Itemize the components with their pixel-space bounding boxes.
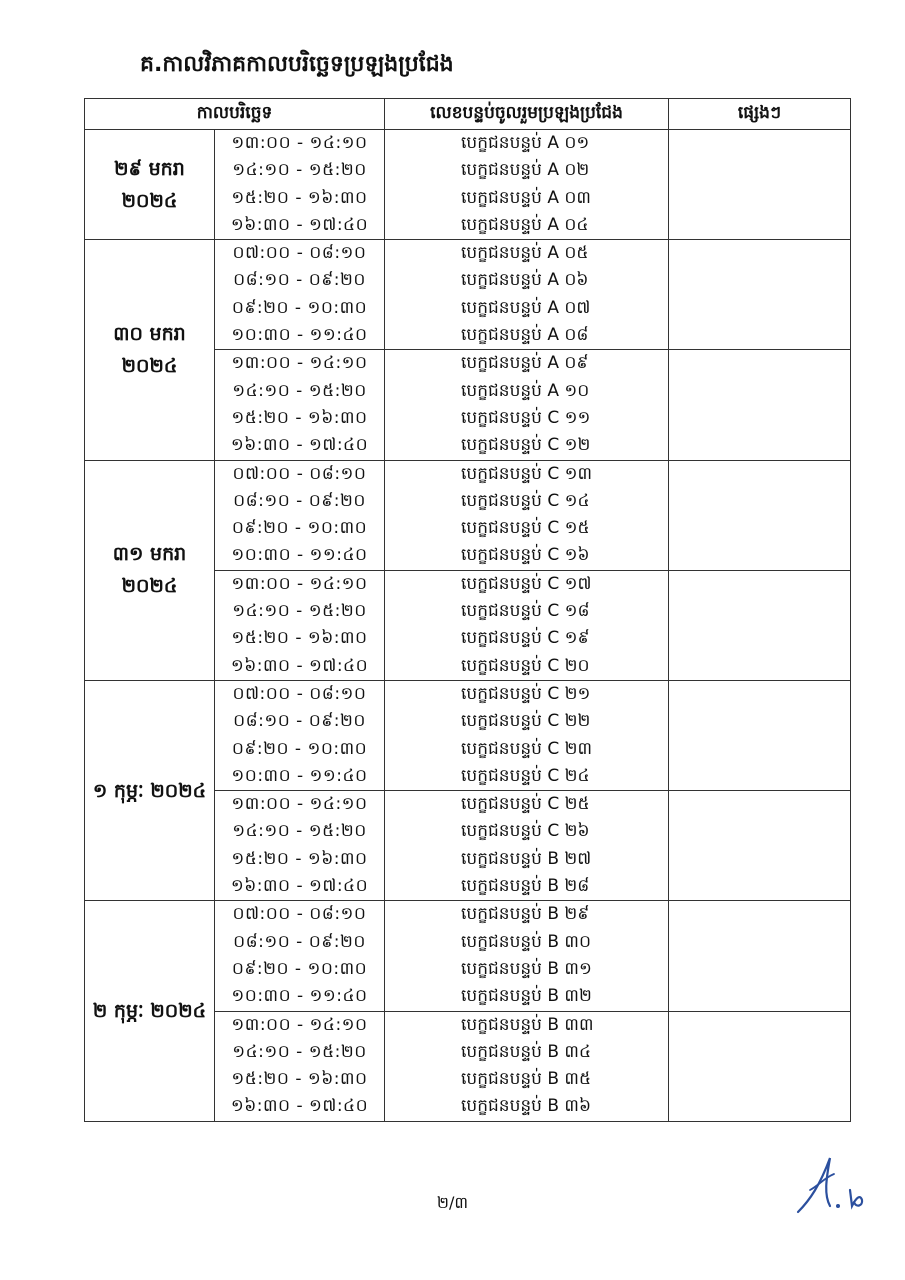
time-slot: ១៥:២០ - ១៦:៣០ [231,407,368,428]
room-label: បេក្ខជនបន្ទប់ C ១៣ [461,463,593,484]
rooms-cell [385,240,669,350]
room-label: បេក្ខជនបន្ទប់ B ៣៤ [461,1041,591,1062]
date-label: ១ កុម្ភៈ ២០២៤ [92,779,207,802]
notes-cell [669,460,851,570]
schedule-row [85,240,851,350]
time-slot: ០៧:០០ - ០៨:១០ [232,463,367,484]
date-year-label: ២០២៤ [121,354,178,377]
room-label: បេក្ខជនបន្ទប់ A ០១ [461,133,590,153]
time-slot: ១០:៣០ - ១១:៤០ [231,986,368,1007]
notes-cell [669,1011,851,1121]
room-label: បេក្ខជនបន្ទប់ A ១០ [461,380,590,401]
time-slot: ០៩:២០ - ១០:៣០ [231,297,368,318]
time-slot: ១៤:១០ - ១៥:២០ [232,1041,367,1062]
time-slot: ០៧:០០ - ០៨:១០ [232,243,367,264]
schedule-row [85,130,851,240]
notes-cell [669,901,851,1011]
rooms-cell [385,791,669,901]
schedule-body [85,130,851,1122]
room-label: បេក្ខជនបន្ទប់ C ២៥ [461,794,590,815]
room-label: បេក្ខជនបន្ទប់ C ១៦ [461,545,590,566]
table-header-row [85,99,851,130]
room-label: បេក្ខជនបន្ទប់ C ២០ [461,655,590,676]
time-slot: ១០:៣០ - ១១:៤០ [231,765,368,786]
rooms-cell [385,130,669,240]
room-label: បេក្ខជនបន្ទប់ C ២១ [461,683,591,704]
rooms-cell [385,901,669,1011]
notes-cell [669,570,851,680]
notes-cell [669,350,851,460]
room-label: បេក្ខជនបន្ទប់ B ៣០ [461,931,591,952]
schedule-row [85,901,851,1011]
header-room: លេខបន្ទប់ចូលរួមប្រឡងប្រជែង [385,99,669,130]
header-other: ផ្សេងៗ [669,99,851,130]
time-slot: ១៦:៣០ - ១៧:៤០ [230,214,369,235]
notes-cell [669,130,851,240]
room-label: បេក្ខជនបន្ទប់ A ០៧ [461,297,591,318]
time-slot: ១៤:១០ - ១៥:២០ [232,160,367,181]
time-slot: ០៩:២០ - ១០:៣០ [231,958,368,979]
room-label: បេក្ខជនបន្ទប់ B ៣៦ [461,1096,591,1117]
room-label: បេក្ខជនបន្ទប់ C ១១ [461,407,591,428]
header-date: កាលបរិច្ឆេទ [85,99,385,130]
room-label: បេក្ខជនបន្ទប់ A ០៦ [461,270,589,291]
room-label: បេក្ខជនបន្ទប់ C ១៥ [461,518,590,539]
room-label: បេក្ខជនបន្ទប់ C ១៨ [461,601,590,622]
schedule-row [85,680,851,790]
notes-cell [669,240,851,350]
time-slot: ១៦:៣០ - ១៧:៤០ [230,435,369,456]
room-label: បេក្ខជនបន្ទប់ A ០៩ [461,353,589,374]
room-label: បេក្ខជនបន្ទប់ A ០២ [461,160,590,181]
time-slot: ០៧:០០ - ០៨:១០ [232,904,367,925]
times-cell [215,240,385,350]
times-cell [215,901,385,1011]
rooms-cell [385,350,669,460]
notes-cell [669,791,851,901]
date-cell [85,680,215,900]
time-slot: ១៥:២០ - ១៦:៣០ [231,187,368,208]
date-year-label: ២០២៤ [121,189,178,212]
room-label: បេក្ខជនបន្ទប់ B ៣៣ [461,1014,594,1035]
time-slot: ១៤:១០ - ១៥:២០ [232,380,367,401]
room-label: បេក្ខជនបន្ទប់ B ៣៥ [461,1069,591,1090]
date-year-label: ២០២៤ [121,575,178,598]
room-label: បេក្ខជនបន្ទប់ B ៣១ [461,958,592,979]
times-cell [215,1011,385,1121]
date-cell [85,901,215,1121]
times-cell [215,570,385,680]
time-slot: ១៥:២០ - ១៦:៣០ [231,1069,368,1090]
page-number: ២/៣ [436,1193,469,1212]
rooms-cell [385,1011,669,1121]
room-label: បេក្ខជនបន្ទប់ C ១៤ [461,490,590,511]
time-slot: ១៥:២០ - ១៦:៣០ [231,628,368,649]
room-label: បេក្ខជនបន្ទប់ C ២២ [461,711,591,732]
date-label: ២៩ មករា [114,157,185,180]
date-label: ៣០ មករា [113,322,186,345]
time-slot: ១៣:០០ - ១៤:១០ [231,573,368,594]
time-slot: ១៤:១០ - ១៥:២០ [232,821,367,842]
time-slot: ១៣:០០ - ១៤:១០ [231,1014,368,1035]
room-label: បេក្ខជនបន្ទប់ B ២៧ [461,848,592,869]
room-label: បេក្ខជនបន្ទប់ C ២៦ [461,821,590,842]
rooms-cell [385,570,669,680]
room-label: បេក្ខជនបន្ទប់ C ១៧ [461,573,592,594]
time-slot: ០៧:០០ - ០៨:១០ [232,683,367,704]
times-cell [215,130,385,240]
schedule-row [85,460,851,570]
room-label: បេក្ខជនបន្ទប់ A ០៣ [461,187,591,208]
time-slot: ១៦:៣០ - ១៧:៤០ [230,655,369,676]
time-slot: ១៦:៣០ - ១៧:៤០ [230,876,369,897]
time-slot: ០៩:២០ - ១០:៣០ [231,738,368,759]
time-slot: ០៨:១០ - ០៩:២០ [233,711,366,732]
rooms-cell [385,460,669,570]
date-cell [85,460,215,680]
date-label: ៣១ មករា [112,543,187,566]
room-label: បេក្ខជនបន្ទប់ C ១៩ [461,628,590,649]
time-slot: ១៣:០០ - ១៤:១០ [231,133,368,153]
room-label: បេក្ខជនបន្ទប់ C ២៤ [461,765,590,786]
times-cell [215,350,385,460]
time-slot: ០៨:១០ - ០៩:២០ [233,490,366,511]
room-label: បេក្ខជនបន្ទប់ B ២៩ [461,904,590,925]
date-cell [85,240,215,460]
rooms-cell [385,680,669,790]
page-heading: គ.កាលវិភាគកាលបរិច្ឆេទប្រឡងប្រជែង [140,52,454,77]
room-label: បេក្ខជនបន្ទប់ B ៣២ [461,986,592,1007]
handwritten-signature-icon [790,1150,870,1220]
times-cell [215,791,385,901]
time-slot: ១៣:០០ - ១៤:១០ [231,794,368,815]
schedule-table [84,98,851,1122]
date-cell [85,130,215,240]
time-slot: ០៨:១០ - ០៩:២០ [233,270,366,291]
time-slot: ០៨:១០ - ០៩:២០ [233,931,366,952]
time-slot: ១៤:១០ - ១៥:២០ [232,601,367,622]
time-slot: ១០:៣០ - ១១:៤០ [231,545,368,566]
room-label: បេក្ខជនបន្ទប់ B ២៨ [461,876,590,897]
signature [790,1150,870,1224]
notes-cell [669,680,851,790]
times-cell [215,680,385,790]
time-slot: ១៦:៣០ - ១៧:៤០ [230,1096,369,1117]
room-label: បេក្ខជនបន្ទប់ A ០៨ [461,325,589,346]
room-label: បេក្ខជនបន្ទប់ C ១២ [461,435,591,456]
room-label: បេក្ខជនបន្ទប់ A ០៤ [461,214,589,235]
room-label: បេក្ខជនបន្ទប់ A ០៥ [461,243,589,264]
time-slot: ១០:៣០ - ១១:៤០ [231,325,368,346]
time-slot: ០៩:២០ - ១០:៣០ [231,518,368,539]
times-cell [215,460,385,570]
time-slot: ១៥:២០ - ១៦:៣០ [231,848,368,869]
room-label: បេក្ខជនបន្ទប់ C ២៣ [461,738,593,759]
date-label: ២ កុម្ភៈ ២០២៤ [92,1000,207,1022]
time-slot: ១៣:០០ - ១៤:១០ [231,353,368,374]
